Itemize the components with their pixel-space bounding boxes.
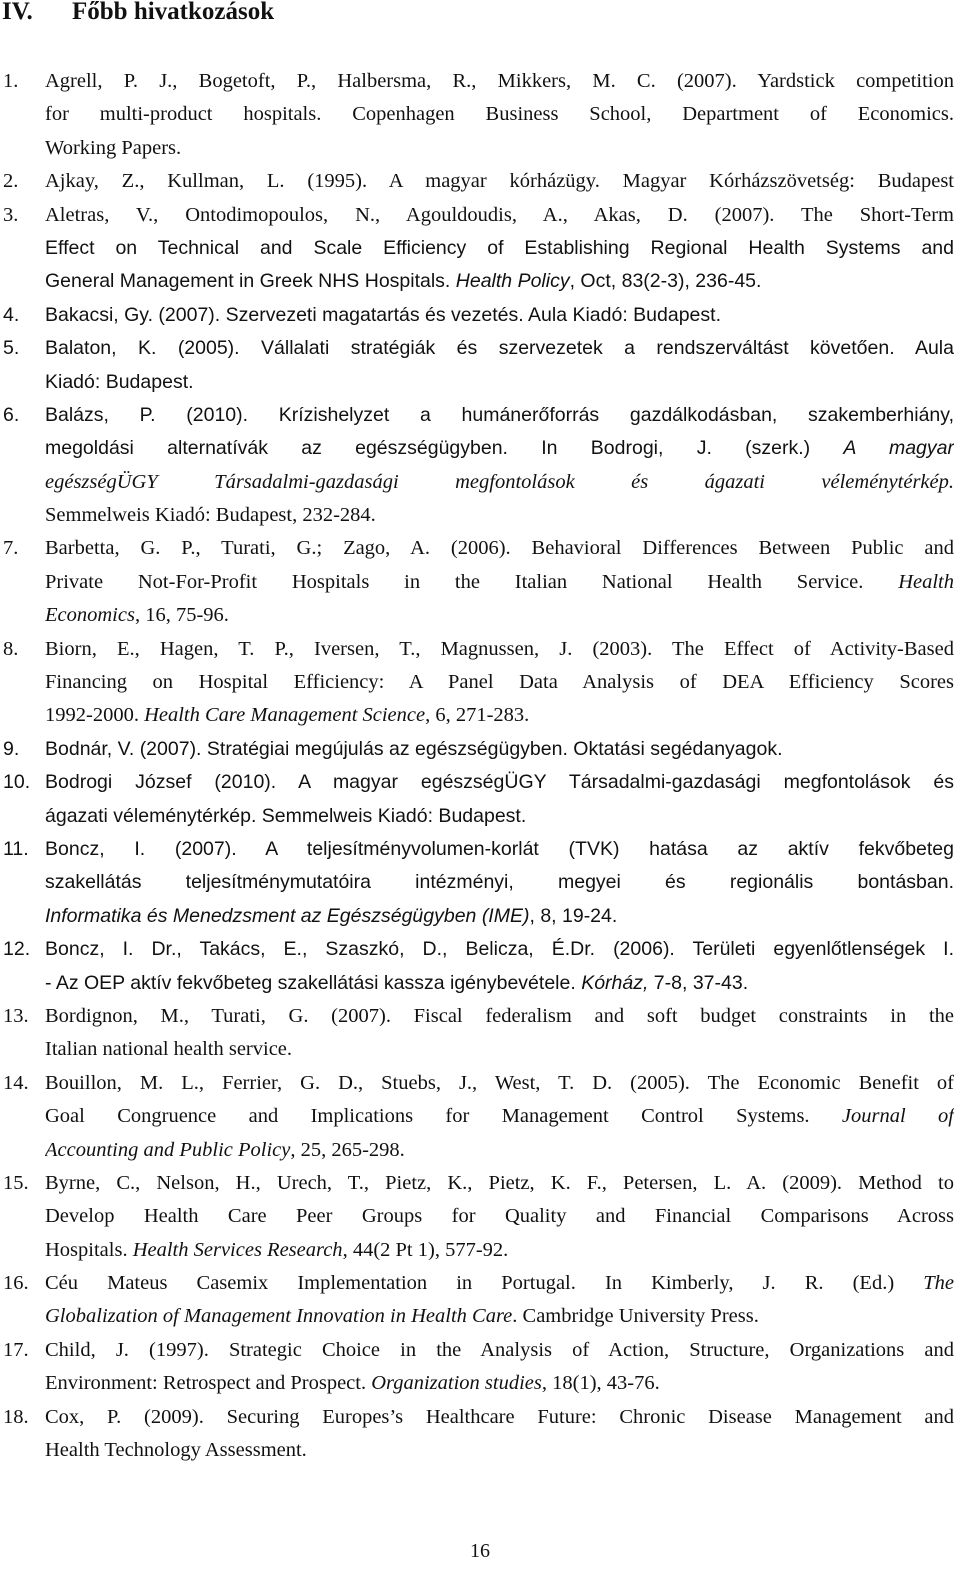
reference-item xyxy=(0,1067,954,1167)
reference-text xyxy=(45,1000,954,1067)
reference-line xyxy=(45,1267,954,1300)
reference-line xyxy=(45,666,954,699)
italic-segment: egészségÜGY Társadalmi-gazdasági megfontolások és ágazati véleménytérkép. xyxy=(45,470,954,493)
reference-line xyxy=(45,532,954,565)
italic-segment: Accounting and Public Policy xyxy=(45,1138,291,1161)
text-segment: Health Technology Assessment. xyxy=(45,1439,307,1462)
reference-line xyxy=(45,1067,954,1100)
text-segment: ágazati véleménytérkép. Semmelweis Kiadó: Budapest. xyxy=(45,804,527,827)
reference-line xyxy=(45,866,954,899)
reference-line xyxy=(45,900,954,933)
text-segment: Boncz, I. Dr., Takács, E., Szaszkó, D., Belicza, É.Dr. (2006). Területi egyenlőtlenségek I. xyxy=(45,938,954,961)
reference-number: 15. xyxy=(3,1171,29,1194)
reference-number: 17. xyxy=(3,1338,29,1361)
reference-line xyxy=(45,1167,954,1200)
reference-number: 8. xyxy=(3,637,19,660)
italic-segment: The xyxy=(923,1272,954,1295)
italic-segment: Health Services Research xyxy=(132,1238,343,1261)
text-segment: megoldási alternatívák az egészségügyben. In Bodrogi, J. (szerk.) xyxy=(45,437,844,460)
text-segment: Financing on Hospital Efficiency: A Panel Data Analysis of DEA Efficiency Scores xyxy=(45,671,954,694)
reference-text xyxy=(45,733,954,766)
reference-text xyxy=(45,933,954,1000)
reference-text xyxy=(45,199,954,299)
reference-line xyxy=(45,599,954,632)
italic-segment: A magyar xyxy=(843,437,954,460)
reference-line xyxy=(45,1367,954,1400)
text-segment: Bouillon, M. L., Ferrier, G. D., Stuebs, J., West, T. D. (2005). The Economic Benefit of xyxy=(45,1071,954,1094)
reference-line xyxy=(45,933,954,966)
italic-segment: Kórház, xyxy=(581,971,649,994)
reference-item xyxy=(0,65,954,165)
reference-text xyxy=(45,1067,954,1167)
italic-segment: Health xyxy=(898,570,954,593)
reference-item xyxy=(0,532,954,632)
text-segment: Kiadó: Budapest. xyxy=(45,370,194,393)
text-segment: szakellátás teljesítménymutatóira intézményi, megyei és regionális bontásban. xyxy=(45,871,954,894)
reference-list xyxy=(0,65,954,1467)
reference-number: 5. xyxy=(3,337,20,360)
text-segment: Goal Congruence and Implications for Management Control Systems. xyxy=(45,1105,842,1128)
text-segment: , 44(2 Pt 1), 577-92. xyxy=(342,1238,509,1261)
reference-line xyxy=(45,165,954,198)
text-segment: , Oct, 83(2-3), 236-45. xyxy=(569,270,762,293)
reference-item xyxy=(0,1334,954,1401)
reference-line xyxy=(45,432,954,465)
reference-line xyxy=(45,98,954,131)
reference-item xyxy=(0,833,954,933)
reference-text xyxy=(45,399,954,533)
reference-item xyxy=(0,332,954,399)
text-segment: Bodrogi József (2010). A magyar egészségÜGY Társadalmi-gazdasági megfontolások és xyxy=(45,771,954,794)
text-segment: Develop Health Care Peer Groups for Quality and Financial Comparisons Across xyxy=(45,1205,954,1228)
reference-number: 14. xyxy=(3,1071,29,1094)
text-segment: Barbetta, G. P., Turati, G.; Zago, A. (2006). Behavioral Differences Between Public and xyxy=(45,537,954,560)
reference-line xyxy=(45,1134,954,1167)
reference-text xyxy=(45,633,954,733)
text-segment: Aletras, V., Ontodimopoulos, N., Agouldoudis, A., Akas, D. (2007). The Short-Term xyxy=(45,203,954,226)
reference-number: 16. xyxy=(3,1272,29,1295)
text-segment: Bakacsi, Gy. (2007). Szervezeti magatartás és vezetés. Aula Kiadó: Budapest. xyxy=(45,303,721,326)
reference-line xyxy=(45,466,954,499)
reference-line xyxy=(45,1100,954,1133)
text-segment: Child, J. (1997). Strategic Choice in the Analysis of Action, Structure, Organizations and xyxy=(45,1338,954,1361)
reference-line xyxy=(45,299,954,332)
reference-line xyxy=(45,566,954,599)
text-segment: 1992-2000. xyxy=(45,704,145,727)
italic-segment: Health Care Management Science xyxy=(144,704,426,727)
text-segment: Boncz, I. (2007). A teljesítményvolumen-korlát (TVK) hatása az aktív fekvőbeteg xyxy=(45,837,954,860)
text-segment: , 6, 271-283. xyxy=(425,704,530,727)
reference-item xyxy=(0,1000,954,1067)
text-segment: Balázs, P. (2010). Krízishelyzet a humánerőforrás gazdálkodásban, szakemberhiány, xyxy=(45,403,954,426)
reference-number: 7. xyxy=(3,537,19,560)
text-segment: , 8, 19-24. xyxy=(529,904,618,927)
text-segment: Semmelweis Kiadó: Budapest, 232-284. xyxy=(45,504,376,527)
reference-item xyxy=(0,933,954,1000)
reference-line xyxy=(45,366,954,399)
reference-item xyxy=(0,766,954,833)
italic-segment: Economics xyxy=(45,604,135,627)
reference-line xyxy=(45,800,954,833)
reference-line xyxy=(45,1234,954,1267)
italic-segment: Health Policy xyxy=(455,270,570,293)
reference-line xyxy=(45,699,954,732)
text-segment: Cox, P. (2009). Securing Europes’s Healthcare Future: Chronic Disease Management and xyxy=(45,1405,954,1428)
text-segment: Byrne, C., Nelson, H., Urech, T., Pietz, K., Pietz, K. F., Petersen, L. A. (2009). Method to xyxy=(45,1171,954,1194)
reference-line xyxy=(45,1200,954,1233)
reference-number: 12. xyxy=(3,938,31,961)
italic-segment: Globalization of Management Innovation in Health Care xyxy=(45,1305,513,1328)
reference-number: 2. xyxy=(3,170,19,193)
reference-text xyxy=(45,299,954,332)
reference-number: 6. xyxy=(3,403,20,426)
reference-text xyxy=(45,332,954,399)
text-segment: Hospitals. xyxy=(45,1238,133,1261)
text-segment: 7-8, 37-43. xyxy=(648,971,749,994)
reference-text xyxy=(45,766,954,833)
reference-text xyxy=(45,1334,954,1401)
reference-text xyxy=(45,833,954,933)
reference-number: 3. xyxy=(3,203,19,226)
text-segment: Italian national health service. xyxy=(45,1038,293,1061)
reference-item xyxy=(0,733,954,766)
reference-line xyxy=(45,766,954,799)
reference-item xyxy=(0,633,954,733)
italic-segment: Journal of xyxy=(841,1105,954,1128)
section-heading xyxy=(0,0,960,28)
text-segment: General Management in Greek NHS Hospitals. xyxy=(45,270,456,293)
reference-line xyxy=(45,967,954,1000)
reference-text xyxy=(45,165,954,198)
reference-line xyxy=(45,265,954,298)
reference-line xyxy=(45,499,954,532)
text-segment: Agrell, P. J., Bogetoft, P., Halbersma, R., Mikkers, M. C. (2007). Yardstick competition xyxy=(45,70,954,92)
reference-number: 11. xyxy=(3,837,29,860)
reference-item xyxy=(0,399,954,533)
italic-segment: Organization studies xyxy=(371,1372,542,1395)
text-segment: Bordignon, M., Turati, G. (2007). Fiscal federalism and soft budget constraints in the xyxy=(45,1004,954,1027)
italic-segment: Informatika és Menedzsment az Egészségügyben (IME) xyxy=(45,904,530,927)
reference-item xyxy=(0,1401,954,1468)
reference-line xyxy=(45,232,954,265)
reference-item xyxy=(0,1167,954,1267)
reference-item xyxy=(0,299,954,332)
reference-line xyxy=(45,1434,954,1467)
text-segment: , 18(1), 43-76. xyxy=(541,1372,660,1395)
reference-number: 9. xyxy=(3,737,20,760)
reference-line xyxy=(45,633,954,666)
text-segment: , 25, 265-298. xyxy=(290,1138,405,1161)
text-segment: Céu Mateus Casemix Implementation in Portugal. In Kimberly, J. R. (Ed.) xyxy=(45,1272,924,1295)
reference-line xyxy=(45,1300,954,1333)
text-segment: - Az OEP aktív fekvőbeteg szakellátási kassza igénybevétele. xyxy=(45,971,582,994)
text-segment: Private Not-For-Profit Hospitals in the Italian National Health Service. xyxy=(45,570,899,593)
text-segment: , 16, 75-96. xyxy=(134,604,229,627)
reference-item xyxy=(0,1267,954,1334)
text-segment: Ajkay, Z., Kullman, L. (1995). A magyar kórházügy. Magyar Kórházszövetség: Budapest xyxy=(45,170,954,193)
reference-text xyxy=(45,65,954,165)
reference-number: 1. xyxy=(3,70,19,92)
reference-text xyxy=(45,532,954,632)
text-segment: Working Papers. xyxy=(45,136,182,159)
text-segment: Effect on Technical and Scale Efficiency of Establishing Regional Health Systems and xyxy=(45,236,954,259)
text-segment: Balaton, K. (2005). Vállalati stratégiák és szervezetek a rendszerváltást követően. Aula xyxy=(45,337,954,360)
reference-line xyxy=(45,65,954,98)
text-segment: Environment: Retrospect and Prospect. xyxy=(45,1372,372,1395)
reference-line xyxy=(45,199,954,232)
reference-number: 13. xyxy=(3,1004,29,1027)
page-number: 16 xyxy=(470,1540,490,1562)
reference-line xyxy=(45,1401,954,1434)
reference-line xyxy=(45,833,954,866)
text-segment: Biorn, E., Hagen, T. P., Iversen, T., Magnussen, J. (2003). The Effect of Activity-Based xyxy=(45,637,954,660)
section-number: IV. xyxy=(2,0,33,25)
reference-line xyxy=(45,399,954,432)
reference-line xyxy=(45,132,954,165)
reference-line xyxy=(45,1033,954,1066)
reference-number: 4. xyxy=(3,303,20,326)
reference-text xyxy=(45,1167,954,1267)
reference-line xyxy=(45,733,954,766)
reference-number: 10. xyxy=(3,771,31,794)
reference-line xyxy=(45,1000,954,1033)
reference-item xyxy=(0,165,954,198)
reference-line xyxy=(45,332,954,365)
text-segment: for multi-product hospitals. Copenhagen Business School, Department of Economics. xyxy=(45,103,954,126)
reference-line xyxy=(45,1334,954,1367)
reference-text xyxy=(45,1267,954,1334)
text-segment: Bodnár, V. (2007). Stratégiai megújulás az egészségügyben. Oktatási segédanyagok. xyxy=(45,737,783,760)
section-title: Főbb hivatkozások xyxy=(72,0,275,25)
text-segment: . Cambridge University Press. xyxy=(512,1305,759,1328)
reference-item xyxy=(0,199,954,299)
reference-text xyxy=(45,1401,954,1468)
reference-number: 18. xyxy=(3,1405,29,1428)
